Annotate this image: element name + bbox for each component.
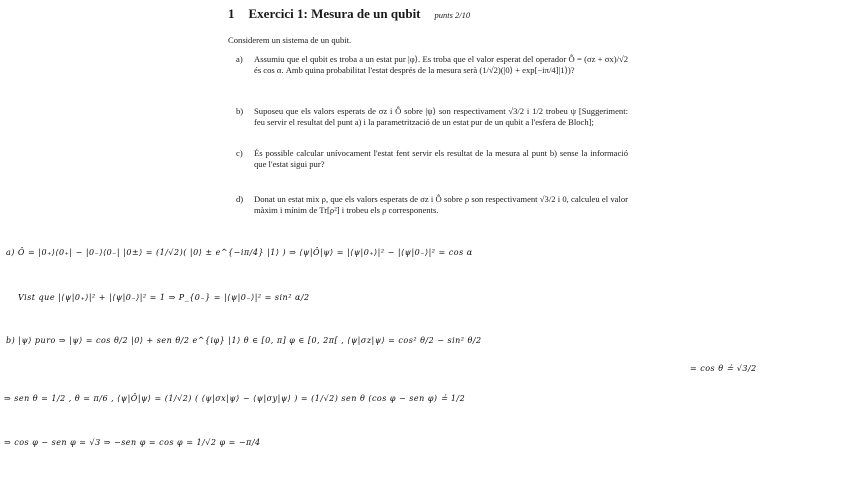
question-label: b) bbox=[236, 106, 244, 116]
exercise-heading bbox=[228, 8, 628, 21]
question-label: a) bbox=[236, 54, 243, 64]
handwritten-line-vist: Vist que |⟨ψ|0₊⟩|² + |⟨ψ|0₋⟩|² = 1 ⇒ P_{0₋} = |⟨ψ|0₋⟩|² = sin² α/2 bbox=[18, 293, 310, 302]
handwritten-line-a: a) Ô = |0₊⟩⟨0₊| − |0₋⟩⟨0₋| |0±⟩ = (1/√2)( |0⟩ ± e^{−iπ/4} |1⟩ ) ⇒ ⟨ψ|Ô|ψ⟩ = |⟨ψ|0₊⟩|² − |⟨ψ|0₋⟩|² = cos α bbox=[6, 248, 473, 257]
question-text: És possible calcular unívocament l'estat fent servir els resultat de la mesura al punt b) sense la informació que l'estat sigui pur? bbox=[254, 148, 628, 169]
question-c bbox=[228, 148, 628, 170]
question-b bbox=[228, 106, 628, 128]
section-number: 1 bbox=[228, 6, 235, 21]
handwritten-line-costheta: = cos θ ≟ √3/2 bbox=[690, 364, 757, 373]
section-title: Exercici 1: Mesura de un qubit bbox=[248, 6, 421, 21]
handwritten-line-sentheta: ⇒ sen θ = 1/2 , θ = π/6 , ⟨ψ|Ô|ψ⟩ = (1/√2) ( ⟨ψ|σx|ψ⟩ − ⟨ψ|σy|ψ⟩ ) = (1/√2) sen θ (cos φ − sen φ) ≟ 1/2 bbox=[4, 394, 466, 403]
handwritten-line-phi: ⇒ cos φ − sen φ = √3 ⇒ −sen φ = cos φ = 1/√2 φ = −π/4 bbox=[4, 438, 261, 447]
question-text: Donat un estat mix ρ, que els valors esperats de σz i Ô sobre ρ son respectivament √3/2 i 0, calculeu el valor màxim i mínim de Tr[ρ²] i trobeu els ρ corresponents. bbox=[254, 194, 628, 215]
question-a bbox=[228, 54, 628, 76]
handwritten-line-b: b) |ψ⟩ puro ⇒ |ψ⟩ = cos θ/2 |0⟩ + sen θ/2 e^{iφ} |1⟩ θ ∈ [0, π] φ ∈ [0, 2π[ , ⟨ψ|σz|ψ⟩ = cos² θ/2 − sin² θ/2 bbox=[6, 336, 482, 345]
printed-exercise bbox=[228, 8, 628, 216]
question-d bbox=[228, 194, 628, 216]
question-text: Suposeu que els valors esperats de σz i Ô sobre |ψ⟩ son respectivament √3/2 i 1/2 trobeu ψ [Suggeriment: feu servir el resultat del punt a) i la parametrització de un estat pur de un qubit a l'esfera de Bloch]; bbox=[254, 106, 628, 127]
question-label: c) bbox=[236, 148, 243, 158]
question-label: d) bbox=[236, 194, 244, 204]
question-text: Assumiu que el qubit es troba a un estat pur |φ⟩. Es troba que el valor esperat del operador Ô = (σz + σx)/√2 és cos α. Amb quina probabilitat l'estat després de la mesura serà (1/√2)(|0⟩ + exp[−iπ/4]|1⟩)? bbox=[254, 54, 628, 75]
intro-text: Considerem un sistema de un qubit. bbox=[228, 35, 352, 45]
points-label: punts 2/10 bbox=[434, 10, 471, 20]
